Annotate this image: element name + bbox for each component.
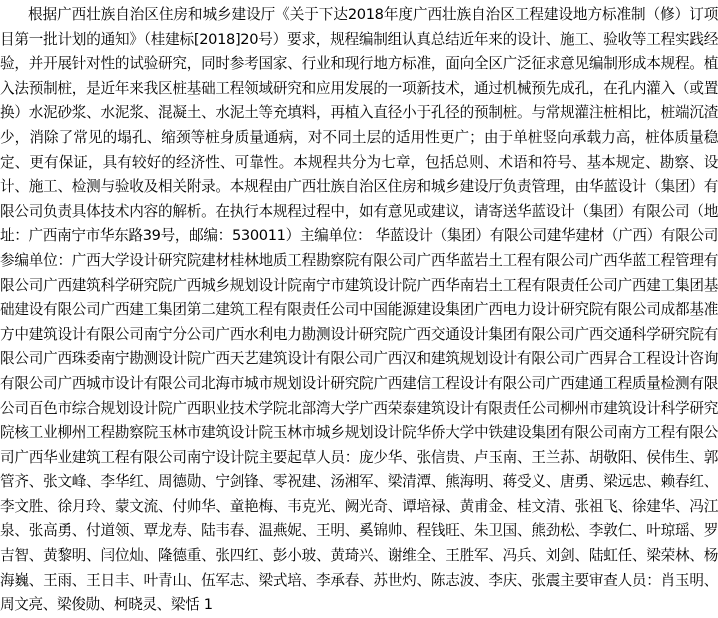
document-paragraph: 根据广西壮族自治区住房和城乡建设厅《关于下达2018年度广西壮族自治区工程建设地方标准制（修）订项目第一批计划的通知》（桂建标[2018]20号）要求，规程编制组认真总结近年来的设计、施工、验收等工程实践经验，并开展针对性的试验研究，同时参考国家、行业和现行地方标准，面向全区广泛征求意见编制形成本规程。植入法预制桩，是近年来我区桩基础工程领域研究和应用发展的一项新技术，通过机械预先成孔，在孔内灌入（或置换）水泥砂浆、水泥浆、混凝土、水泥土等充填料，再植入直径小于孔径的预制桩。与常规灌注桩相比，桩端沉渣少，消除了常见的塌孔、缩颈等桩身质量通病，对不同土层的适用性更广；由于单桩竖向承载力高，桩体质量稳定、更有保证，具有较好的经济性、可靠性。本规程共分为七章，包括总则、术语和符号、基本规定、勘察、设计、施工、检测与验收及相关附录。本规程由广西壮族自治区住房和城乡建设厅负责管理，由华蓝设计（集团）有限公司负责具体技术内容的解析。在执行本规程过程中，如有意见或建议，请寄送华蓝设计（集团）有限公司（地址：广西南宁市华东路39号，邮编：530011）主编单位： 华蓝设计（集团）有限公司建华建材（广西）有限公司参编单位：广西大学设计研究院建材桂林地质工程勘察院有限公司广西华蓝岩土工程有限公司广西华蓝工程管理有限公司广西建筑科学研究院广西城乡规划设计院南宁市建筑设计院广西华南岩土工程有限责任公司广西建工集团基础建设有限公司广西建工集团第二建筑工程有限责任公司中国能源建设集团广西电力设计研究院有限公司成都基准方中建筑设计有限公司南宁分公司广西水利电力勘测设计研究院广西交通设计集团有限公司广西交通科学研究院有限公司广西珠委南宁勘测设计院广西天艺建筑设计有限公司广西汉和建筑规划设计有限公司广西昇合工程设计咨询有限公司广西城市设计有限公司北海市城市规划设计研究院广西建信工程设计有限公司广西建通工程质量检测有限公司百色市综合规划设计院广西职业技术学院北部湾大学广西荣泰建筑设计有限责任公司柳州市建筑设计科学研究院核工业柳州工程勘察院玉林市建筑设计院玉林市城乡规划设计院华侨大学中铁建设集团有限公司南方工程有限公司广西华业建筑工程有限公司南宁设计院主要起草人员：庞少华、张信贵、卢玉南、王兰荪、胡敬阳、侯伟生、郭管齐、张文峰、李华红、周德勋、宁剑锋、零祝建、汤湘军、梁清潭、熊海明、蒋受义、唐勇、梁远忠、赖春红、李文胜、徐月玲、蒙文流、付帅华、童艳梅、韦克光、阙光奇、谭培禄、黄甫金、桂文清、张祖飞、徐建华、冯江泉、张高勇、付道领、覃龙寿、陆韦春、温燕妮、王明、奚锦帅、程钱旺、朱卫国、熊劲松、李敦仁、叶琼瑶、罗吉智、黄黎明、闫位灿、隆德重、张四红、彭小玻、黄琦兴、谢维全、王胜军、冯兵、刘剑、陆虹任、梁荣林、杨海巍、王雨、王日丰、叶青山、伍军志、梁式培、李承春、苏世灼、陈志波、李庆、张震主要审查人员：肖玉明、周文亮、梁俊勋、柯晓灵、梁恬 1 (0, 6, 718, 614)
